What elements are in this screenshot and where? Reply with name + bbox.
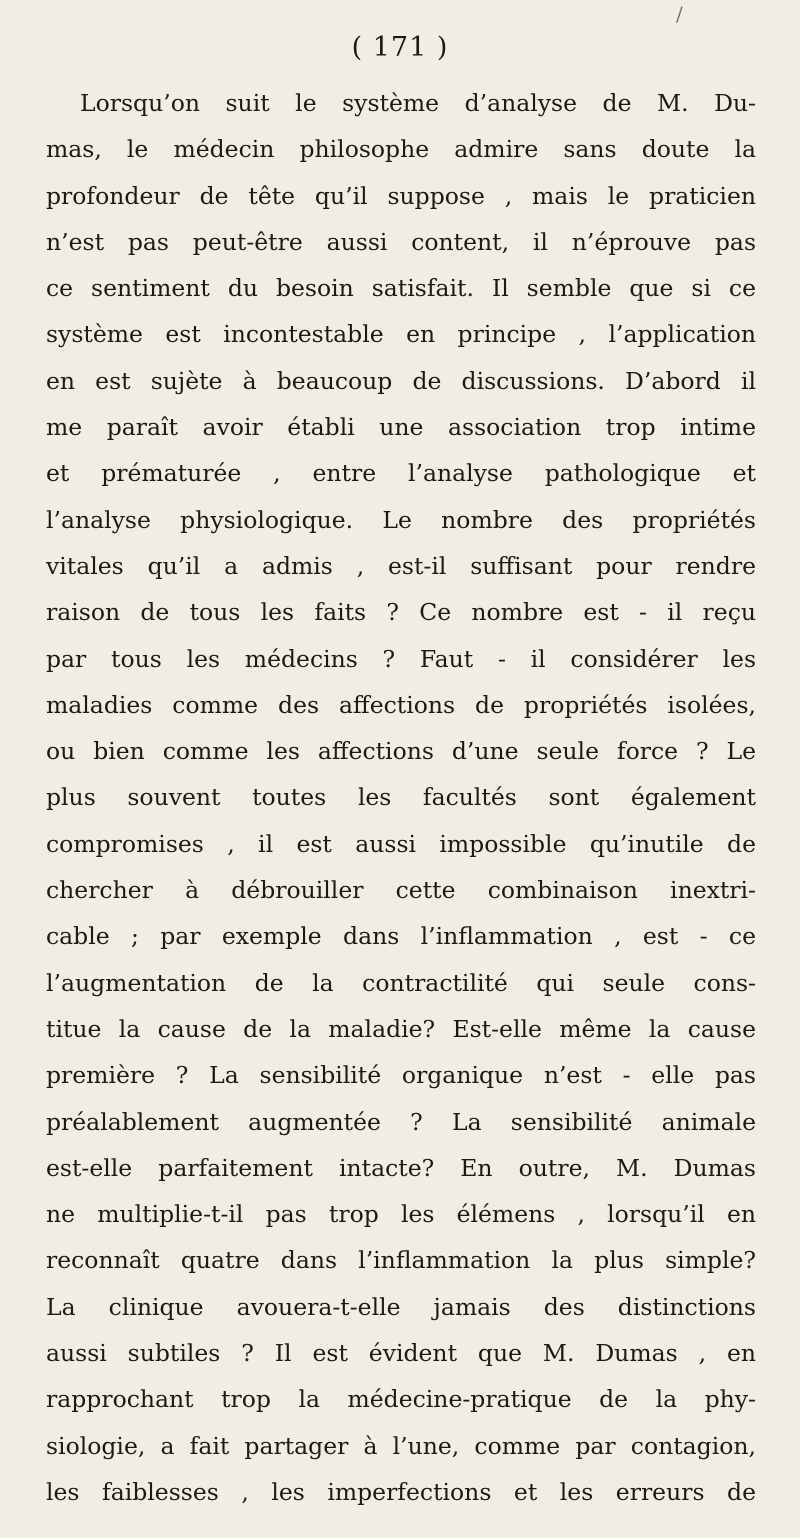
- text-line: me paraît avoir établi une association trop intime: [46, 413, 756, 442]
- text-line: maladies comme des affections de propriétés isolées,: [46, 690, 756, 719]
- text-line: vitales qu’il a admis , est-il suffisant pour rendre: [46, 551, 756, 580]
- text-line: les faiblesses , les imperfections et les erreurs de: [46, 1477, 756, 1506]
- text-line: l’augmentation de la contractilité qui seule cons-: [46, 968, 756, 997]
- text-line: ne multiplie-t-il pas trop les élémens , lorsqu’il en: [46, 1200, 756, 1229]
- text-line: compromises , il est aussi impossible qu’inutile de: [46, 829, 756, 858]
- text-line: l’analyse physiologique. Le nombre des propriétés: [46, 505, 756, 534]
- body-text: [46, 80, 756, 1515]
- text-line: siologie, a fait partager à l’une, comme par contagion,: [46, 1431, 756, 1460]
- text-line: titue la cause de la maladie? Est-elle même la cause: [46, 1014, 756, 1043]
- text-line: système est incontestable en principe , l’application: [46, 320, 756, 349]
- text-line: première ? La sensibilité organique n’est - elle pas: [46, 1061, 756, 1090]
- text-line: mas, le médecin philosophe admire sans doute la: [46, 135, 756, 164]
- text-line: ou bien comme les affections d’une seule force ? Le: [46, 737, 756, 766]
- text-line: Lorsqu’on suit le système d’analyse de M. Du-: [80, 89, 756, 117]
- text-line: profondeur de tête qu’il suppose , mais le praticien: [46, 181, 756, 210]
- text-line: préalablement augmentée ? La sensibilité animale: [46, 1107, 756, 1136]
- text-line: par tous les médecins ? Faut - il considérer les: [46, 644, 756, 673]
- text-line: plus souvent toutes les facultés sont également: [46, 783, 756, 812]
- page-number: ( 171 ): [351, 32, 449, 63]
- text-line: ce sentiment du besoin satisfait. Il semble que si ce: [46, 274, 756, 303]
- text-line: aussi subtiles ? Il est évident que M. Dumas , en: [46, 1339, 756, 1368]
- text-line: reconnaît quatre dans l’inflammation la plus simple?: [46, 1246, 756, 1275]
- text-line: et prématurée , entre l’analyse pathologique et: [46, 459, 756, 488]
- text-line: La clinique avouera-t-elle jamais des distinctions: [46, 1292, 756, 1321]
- text-line: raison de tous les faits ? Ce nombre est - il reçu: [46, 598, 756, 627]
- text-line: rapprochant trop la médecine-pratique de la phy-: [46, 1385, 756, 1414]
- text-line: en est sujète à beaucoup de discussions. D’abord il: [46, 366, 756, 395]
- text-line: cable ; par exemple dans l’inflammation , est - ce: [46, 922, 756, 951]
- margin-mark: /: [676, 2, 683, 26]
- text-line: est-elle parfaitement intacte? En outre, M. Dumas: [46, 1153, 756, 1182]
- text-line: n’est pas peut-être aussi content, il n’éprouve pas: [46, 227, 756, 256]
- text-line: chercher à débrouiller cette combinaison inextri-: [46, 876, 756, 905]
